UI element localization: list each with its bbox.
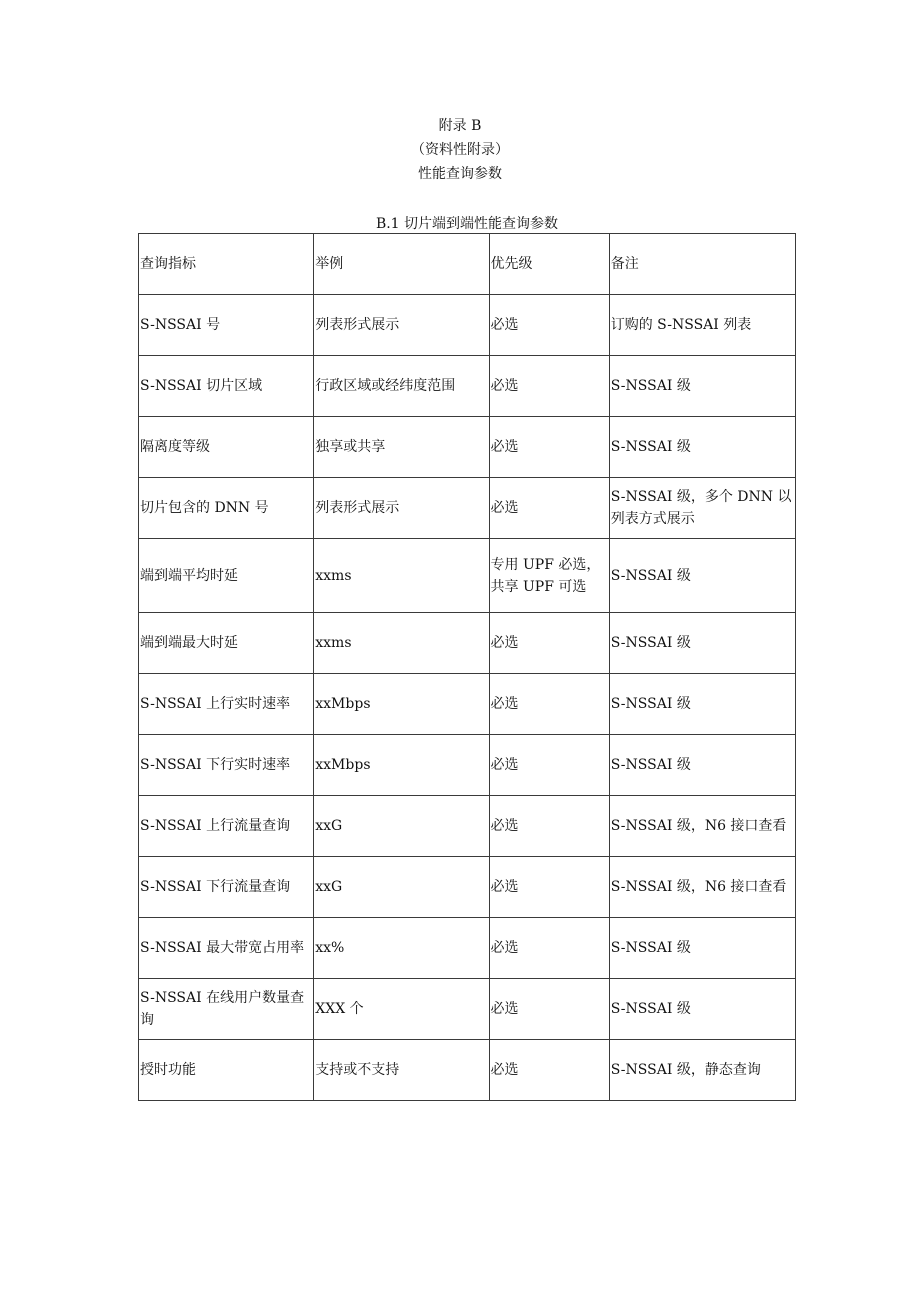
cell-priority: 必选	[489, 674, 609, 735]
cell-example: XXX 个	[314, 979, 489, 1040]
cell-note: S-NSSAI 级	[609, 417, 795, 478]
cell-priority: 必选	[489, 613, 609, 674]
cell-note: S-NSSAI 级	[609, 613, 795, 674]
cell-priority: 必选	[489, 918, 609, 979]
cell-metric: S-NSSAI 下行流量查询	[139, 857, 314, 918]
table-row	[139, 539, 796, 613]
cell-priority: 必选	[489, 478, 609, 539]
column-header: 查询指标	[139, 234, 314, 295]
column-header: 优先级	[489, 234, 609, 295]
cell-example: 支持或不支持	[314, 1040, 489, 1101]
cell-metric: S-NSSAI 号	[139, 295, 314, 356]
cell-note: S-NSSAI 级	[609, 539, 795, 613]
cell-example: xxMbps	[314, 735, 489, 796]
cell-note: 订购的 S-NSSAI 列表	[609, 295, 795, 356]
cell-example: xxms	[314, 539, 489, 613]
table-row	[139, 857, 796, 918]
cell-priority: 必选	[489, 979, 609, 1040]
cell-metric: S-NSSAI 在线用户数量查询	[139, 979, 314, 1040]
table-row	[139, 918, 796, 979]
table-row	[139, 674, 796, 735]
cell-metric: S-NSSAI 上行实时速率	[139, 674, 314, 735]
cell-note: S-NSSAI 级，N6 接口查看	[609, 796, 795, 857]
cell-metric: 端到端最大时延	[139, 613, 314, 674]
cell-priority: 必选	[489, 417, 609, 478]
table-caption: B.1 切片端到端性能查询参数	[375, 216, 559, 232]
cell-metric: 隔离度等级	[139, 417, 314, 478]
table-row	[139, 417, 796, 478]
cell-example: xxG	[314, 857, 489, 918]
cell-example: xxms	[314, 613, 489, 674]
table-header-row	[139, 234, 796, 295]
cell-metric: S-NSSAI 下行实时速率	[139, 735, 314, 796]
cell-priority: 必选	[489, 857, 609, 918]
cell-metric: S-NSSAI 最大带宽占用率	[139, 918, 314, 979]
cell-example: 独享或共享	[314, 417, 489, 478]
table-row	[139, 735, 796, 796]
appendix-label: 附录 B	[438, 118, 482, 134]
cell-priority: 必选	[489, 796, 609, 857]
cell-priority: 专用 UPF 必选，共享 UPF 可选	[489, 539, 609, 613]
appendix-type: （资料性附录）	[411, 142, 509, 158]
cell-note: S-NSSAI 级，多个 DNN 以列表方式展示	[609, 478, 795, 539]
table-row	[139, 356, 796, 417]
cell-priority: 必选	[489, 356, 609, 417]
cell-example: 列表形式展示	[314, 295, 489, 356]
cell-example: 行政区域或经纬度范围	[314, 356, 489, 417]
table-row	[139, 478, 796, 539]
cell-note: S-NSSAI 级，静态查询	[609, 1040, 795, 1101]
table-row	[139, 796, 796, 857]
cell-example: xxMbps	[314, 674, 489, 735]
cell-note: S-NSSAI 级	[609, 735, 795, 796]
cell-priority: 必选	[489, 1040, 609, 1101]
cell-metric: S-NSSAI 切片区域	[139, 356, 314, 417]
cell-note: S-NSSAI 级	[609, 918, 795, 979]
cell-priority: 必选	[489, 735, 609, 796]
cell-note: S-NSSAI 级	[609, 356, 795, 417]
cell-example: 列表形式展示	[314, 478, 489, 539]
cell-example: xxG	[314, 796, 489, 857]
cell-metric: 端到端平均时延	[139, 539, 314, 613]
column-header: 备注	[609, 234, 795, 295]
table-row	[139, 979, 796, 1040]
table-row	[139, 1040, 796, 1101]
cell-note: S-NSSAI 级	[609, 674, 795, 735]
appendix-title: 性能查询参数	[418, 166, 502, 182]
cell-metric: 授时功能	[139, 1040, 314, 1101]
cell-note: S-NSSAI 级，N6 接口查看	[609, 857, 795, 918]
cell-priority: 必选	[489, 295, 609, 356]
cell-metric: 切片包含的 DNN 号	[139, 478, 314, 539]
performance-query-table	[138, 233, 796, 1101]
cell-note: S-NSSAI 级	[609, 979, 795, 1040]
table-row	[139, 295, 796, 356]
cell-metric: S-NSSAI 上行流量查询	[139, 796, 314, 857]
table-row	[139, 613, 796, 674]
column-header: 举例	[314, 234, 489, 295]
cell-example: xx%	[314, 918, 489, 979]
